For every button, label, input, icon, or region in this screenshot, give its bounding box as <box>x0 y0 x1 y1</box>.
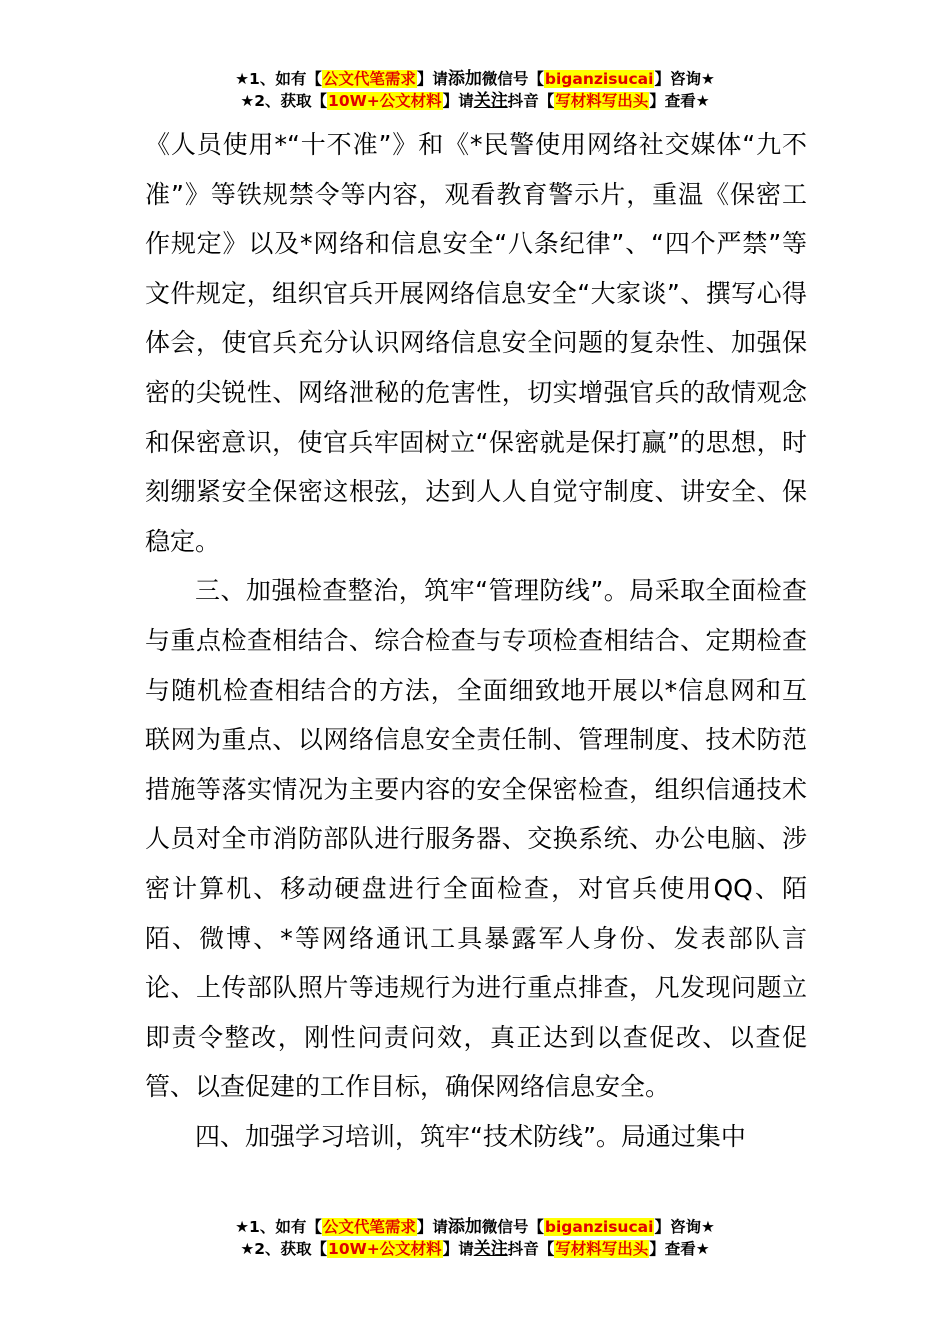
promo-text: 微信号【 <box>481 70 544 88</box>
star-icon: ★ <box>240 92 255 110</box>
paragraph-continuation: 《人员使用*“十不准”》和《*民警使用网络社交媒体“九不准”》等铁规禁令等内容，观看教育警示片，重温《保密工作规定》以及*网络和信息安全“八条纪律”、“四个严禁”等文件规定，组织官兵开展网络信息安全“大家谈”、撰写心得体会，使官兵充分认识网络信息安全问题的复杂性、加强保密的尖锐性、网络泄秘的危害性，切实增强官兵的敌情观念和保密意识，使官兵牢固树立“保密就是保打赢”的思想，时刻绷紧安全保密这根弦，达到人人自觉守制度、讲安全、保稳定。 <box>145 130 807 556</box>
paragraph-section-three: 三、加强检查整治，筑牢“管理防线”。局采取全面检查与重点检查相结合、综合检查与专项检查相结合、定期检查与随机检查相结合的方法，全面细致地开展以*信息网和互联网为重点、以网络信息安全责任制、管理制度、技术防范措施等落实情况为主要内容的安全保密检查，组织信通技术人员对全市消防部队进行服务器、交换系统、办公电脑、涉密计算机、移动硬盘进行全面检查，对官兵使用QQ、陌陌、微博、*等网络通讯工具暴露军人身份、发表部队言论、上传部队照片等违规行为进行重点排查，凡发现问题立即责令整改，刚性问责问效，真正达到以查促改、以查促管、以查促建的工作目标，确保网络信息安全。 <box>145 576 807 1102</box>
promo-emphasis: 添加 <box>447 1217 482 1237</box>
star-icon: ★ <box>700 70 715 88</box>
promo-line-1 <box>0 68 950 90</box>
promo-emphasis: 添加 <box>447 69 482 89</box>
promo-text: 抖音【 <box>507 92 555 110</box>
promo-text: 】咨询 <box>654 70 701 88</box>
star-icon: ★ <box>235 70 250 88</box>
promo-highlight-douyin-account: 写材料写出头 <box>555 1240 649 1258</box>
promo-text: 】请 <box>442 92 474 110</box>
star-icon: ★ <box>235 1218 250 1236</box>
promo-highlight-materials: 10W+公文材料 <box>328 92 442 110</box>
promo-text: 】查看 <box>649 1240 696 1258</box>
star-icon: ★ <box>240 1240 255 1258</box>
promo-text: 2、获取【 <box>254 92 328 110</box>
promo-highlight-wechat-id: biganzisucai <box>544 70 654 88</box>
promo-text: 】咨询 <box>654 1218 701 1236</box>
promo-text: 1、如有【 <box>249 70 322 88</box>
promo-emphasis: 关注 <box>473 91 508 111</box>
promo-text: 】请 <box>442 1240 474 1258</box>
promo-banner-bottom <box>0 1216 950 1260</box>
promo-text: 】请 <box>416 70 448 88</box>
paragraph-section-four: 四、加强学习培训，筑牢“技术防线”。局通过集中 <box>195 1121 746 1151</box>
document-body <box>145 120 807 1161</box>
star-icon: ★ <box>695 92 710 110</box>
promo-text: 1、如有【 <box>249 1218 322 1236</box>
promo-text: 微信号【 <box>481 1218 544 1236</box>
promo-highlight-douyin-account: 写材料写出头 <box>555 92 649 110</box>
promo-line-1 <box>0 1216 950 1238</box>
promo-text: 2、获取【 <box>254 1240 328 1258</box>
promo-banner-top <box>0 68 950 112</box>
promo-line-2 <box>0 90 950 112</box>
promo-line-2 <box>0 1238 950 1260</box>
promo-text: 】查看 <box>649 92 696 110</box>
star-icon: ★ <box>695 1240 710 1258</box>
promo-highlight-wechat-id: biganzisucai <box>544 1218 654 1236</box>
promo-highlight-service: 公文代笔需求 <box>322 70 416 88</box>
star-icon: ★ <box>700 1218 715 1236</box>
promo-text: 抖音【 <box>507 1240 555 1258</box>
promo-text: 】请 <box>416 1218 448 1236</box>
promo-highlight-materials: 10W+公文材料 <box>328 1240 442 1258</box>
promo-highlight-service: 公文代笔需求 <box>322 1218 416 1236</box>
promo-emphasis: 关注 <box>473 1239 508 1259</box>
